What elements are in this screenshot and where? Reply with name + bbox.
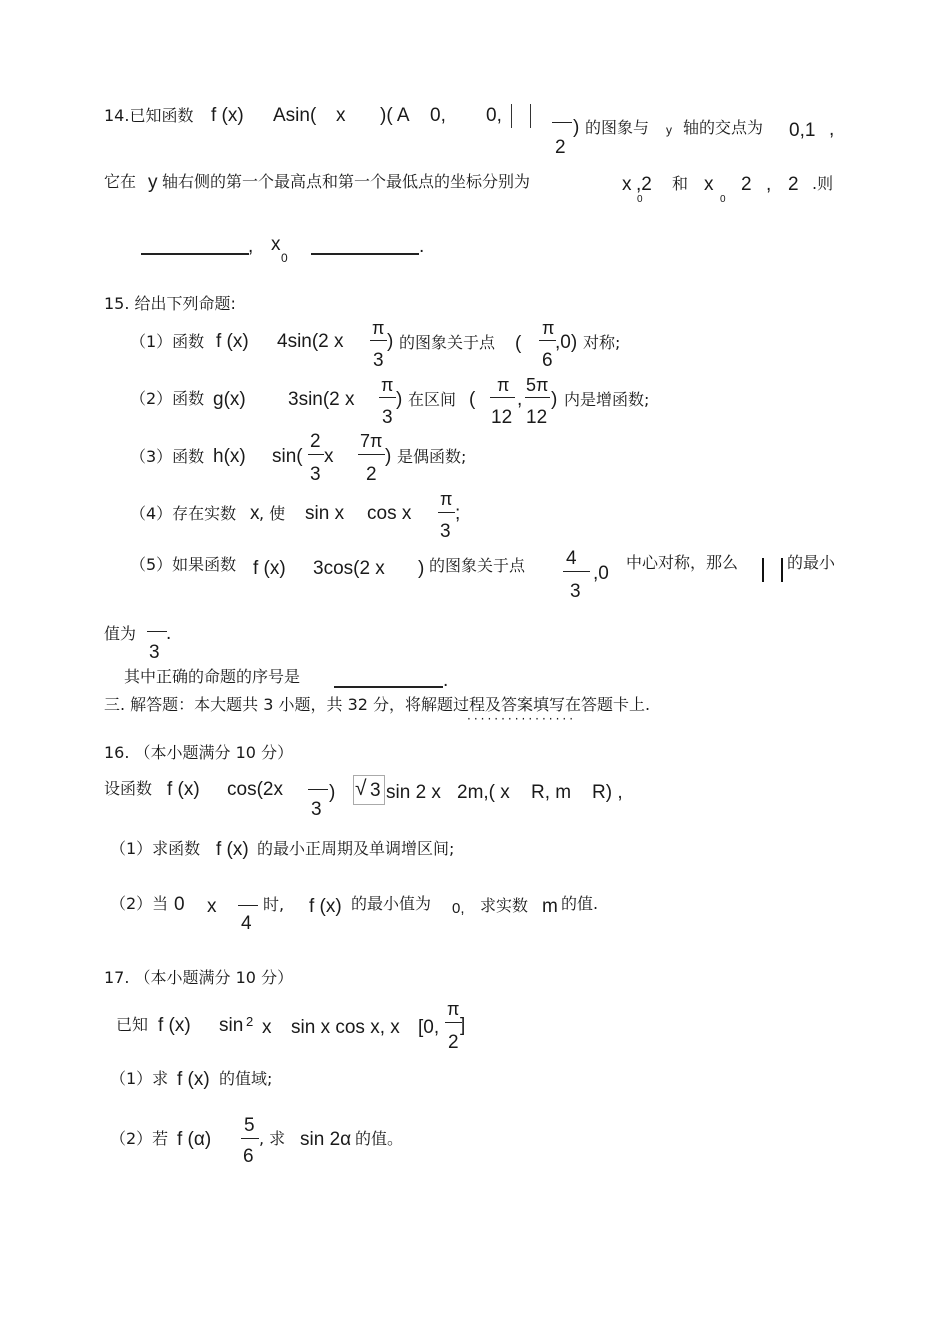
q15-2-text: 在区间 [408, 390, 457, 409]
q17-sup: 2 [246, 1014, 254, 1029]
q16-p2-f: f (x) [309, 896, 342, 917]
q15-1-label: （1）函数 [130, 332, 205, 351]
q17-p1-f: f (x) [177, 1069, 210, 1090]
q16-rest2: 2m,( x [457, 782, 510, 803]
q16-p2-x: x [207, 896, 217, 917]
q16-p2-m: m [542, 896, 558, 917]
q15-seq-label: 其中正确的命题的序号是 [124, 667, 301, 686]
q15-title: 15. 给出下列命题: [104, 294, 236, 313]
q16-p2-text4: 的值. [561, 894, 599, 913]
q15-1-frac-line [370, 340, 387, 341]
q14-abs-bar-right [530, 104, 531, 128]
q17-rest: sin x cos x, x [291, 1017, 400, 1038]
q15-5-expr: 3cos(2 x [313, 558, 385, 579]
q15-5-d: 3 [570, 581, 581, 602]
q14-number-lead: 14.已知函数 [104, 106, 194, 125]
q16-p2-frac-line [238, 905, 258, 906]
q14-paren: )( A [380, 105, 410, 126]
q17-x: x [262, 1017, 272, 1038]
q14-x0a: x [622, 174, 632, 195]
q15-tail-a: 值为 [104, 624, 137, 643]
q17-p2-frac-line [241, 1138, 259, 1139]
q16-p2-label: （2）当 [110, 894, 169, 913]
q15-5-label: （5）如果函数 [130, 555, 237, 574]
q14-asin: Asin( [273, 105, 317, 126]
q15-1-frac-line2 [539, 340, 556, 341]
q16-p2-den: 4 [241, 913, 252, 934]
q15-tail-period: . [166, 623, 172, 644]
q15-2-lp: ( [469, 389, 476, 410]
q17-bracket: [0, [418, 1017, 440, 1038]
q15-answer-blank[interactable] [334, 686, 443, 688]
q14-c2: ,2 [636, 174, 652, 195]
q17-p1-label: （1）求 [110, 1069, 169, 1088]
q17-p2-den: 6 [243, 1146, 254, 1167]
q15-3-label: （3）函数 [130, 447, 205, 466]
q15-3-expr: sin( [272, 446, 303, 467]
q15-2-d1: 12 [491, 407, 513, 428]
q15-4-end: ; [455, 503, 461, 524]
q15-2-den: 3 [382, 407, 393, 428]
q17-p2-label: （2）若 [110, 1129, 169, 1148]
radical-icon: √ [355, 777, 367, 800]
q16-p1-label: （1）求函数 [110, 839, 201, 858]
q15-3-end: 是偶函数; [397, 447, 467, 466]
q17-p1-text: 的值域; [219, 1069, 273, 1088]
q14-sub0a: 0 [637, 194, 643, 205]
q15-4-cos: cos x [367, 503, 412, 524]
q15-4-frac-line [438, 512, 455, 513]
q14-frac-line [552, 122, 572, 123]
q15-2-close2: ) [551, 389, 558, 410]
q15-5-frac-line [563, 571, 590, 572]
q17-f: f (x) [158, 1015, 191, 1036]
q17-close-bracket: ] [460, 1015, 466, 1036]
q15-5-n: 4 [566, 548, 577, 569]
q14-f: f (x) [211, 105, 244, 126]
q14-blank-1[interactable] [141, 253, 249, 255]
q15-2-d2: 12 [526, 407, 548, 428]
q15-3-frac-line2 [358, 454, 385, 455]
q16-p1-text: 的最小正周期及单调增区间; [257, 839, 455, 858]
q14-close: ) [573, 117, 580, 138]
q15-2-pi: π [381, 375, 394, 395]
q17-p2-text: , 求 [259, 1129, 286, 1148]
q16-frac-line [308, 789, 328, 790]
q16-close: ) [329, 782, 336, 803]
q14-abs-bar-left [511, 104, 512, 128]
q14-x0c: x [271, 234, 281, 255]
q14-comma: , [829, 119, 835, 140]
q15-2-label: （2）函数 [130, 389, 205, 408]
q14-and: 和 [672, 174, 689, 193]
q14-sub0c: 0 [281, 251, 288, 265]
q17-den: 2 [448, 1032, 459, 1053]
q16-lead: 设函数 [104, 779, 153, 798]
q15-3-d1: 3 [310, 464, 321, 485]
q14-text1: 的图象与 [585, 118, 650, 137]
q15-4-sin: sin x [305, 503, 345, 524]
q14-blank-2[interactable] [311, 253, 419, 255]
q15-1-den: 3 [373, 350, 384, 371]
q15-1-close: ) [387, 331, 394, 352]
q15-1-pi2: π [542, 318, 555, 338]
q15-seq-end: . [443, 670, 449, 691]
q16-den: 3 [311, 799, 322, 820]
q15-1-pi: π [372, 318, 385, 338]
q15-2-end: 内是增函数; [564, 390, 650, 409]
q14-line2-a: 它在 [104, 172, 137, 191]
q17-pi: π [447, 999, 460, 1019]
q14-comma2: , [766, 174, 772, 195]
q15-3-n2: 7π [360, 431, 383, 451]
q15-4-pi: π [440, 489, 453, 509]
q14-ze: .则 [812, 174, 834, 193]
section-3-emphasis-dots: ················ [467, 712, 577, 726]
q15-5-close: ) [418, 558, 425, 579]
q15-1-den2: 6 [542, 350, 553, 371]
q15-5-abs-left [762, 558, 764, 582]
q15-1-lp: ( [515, 333, 522, 354]
q15-3-close: ) [385, 446, 392, 467]
q17-lead: 已知 [116, 1015, 149, 1034]
q14-two3: 2 [788, 174, 799, 195]
q16-p1-f: f (x) [216, 839, 249, 860]
q17-title: 17. （本小题满分 10 分） [104, 968, 294, 987]
q16-p2-text2: 的最小值为 [351, 894, 432, 913]
q15-3-h: h(x) [213, 446, 246, 467]
q16-p2-text3: 求实数 [480, 896, 529, 915]
q15-1-text: 的图象关于点 [399, 333, 496, 352]
section-3-text: 三. 解答题：本大题共 3 小题，共 32 分，将解题过程及答案填写在答题卡上. [104, 695, 651, 714]
q16-p2-zero2: 0, [452, 900, 465, 917]
q14-zero1: 0, [430, 105, 446, 126]
q15-3-frac-line1 [308, 454, 324, 455]
q16-f: f (x) [167, 779, 200, 800]
q14-y: y [666, 123, 672, 137]
q15-2-comma: , [517, 389, 523, 410]
q15-1-expr: 4sin(2 x [277, 331, 344, 352]
q15-tail-den: 3 [149, 642, 160, 663]
q15-2-close: ) [396, 389, 403, 410]
q15-2-frac-line2 [525, 397, 550, 398]
q15-5-end: 的最小 [787, 553, 836, 572]
q16-rest: sin 2 x [386, 782, 441, 803]
q14-line2-b: 轴右侧的第一个最高点和第一个最低点的坐标分别为 [162, 172, 531, 191]
q15-2-g: g(x) [213, 389, 246, 410]
q15-1-end: 对称; [583, 333, 621, 352]
q16-p2-text: 时, [263, 895, 285, 914]
q14-line2-y: y [148, 172, 158, 193]
q15-5-tail: ,0 [593, 563, 609, 584]
q17-p2-f: f (α) [177, 1129, 212, 1150]
q15-5-text: 的图象关于点 [429, 556, 526, 575]
q15-2-expr: 3sin(2 x [288, 389, 355, 410]
q14-x0b: x [704, 174, 714, 195]
q17-sin: sin [219, 1015, 244, 1036]
q14-two2: 2 [741, 174, 752, 195]
q16-sqrt-radicand: 3 [370, 780, 381, 801]
q15-4-label: （4）存在实数 [130, 504, 237, 523]
q17-p2-num: 5 [244, 1115, 255, 1136]
q17-p2-sin: sin 2α [300, 1129, 352, 1150]
q15-3-x: x [324, 446, 334, 467]
q14-frac-den: 2 [555, 137, 566, 158]
q16-p2-zero: 0 [174, 894, 185, 915]
q15-5-text2: 中心对称，那么 [626, 553, 739, 572]
q14-zero2: 0, [486, 105, 502, 126]
q15-2-frac-line [379, 397, 396, 398]
q14-period: . [419, 236, 425, 257]
q15-4-den: 3 [440, 521, 451, 542]
q15-2-n1: π [497, 375, 510, 395]
q15-4-text: , 使 [259, 504, 286, 523]
q16-title: 16. （本小题满分 10 分） [104, 743, 294, 762]
q15-3-d2: 2 [366, 464, 377, 485]
q15-1-f: f (x) [216, 331, 249, 352]
q14-sub0b: 0 [720, 194, 726, 205]
q14-point: 0,1 [789, 120, 816, 141]
q15-5-f: f (x) [253, 558, 286, 579]
q14-blank-comma: , [248, 236, 254, 257]
q14-text2: 轴的交点为 [683, 118, 764, 137]
q15-5-abs-right [781, 558, 783, 582]
q15-tail-frac-line [147, 631, 167, 632]
q15-2-n2: 5π [526, 375, 549, 395]
q16-rest3: R, m [531, 782, 572, 803]
q15-4-x: x [250, 503, 260, 524]
q14-x: x [336, 105, 346, 126]
q17-p2-text2: 的值。 [355, 1129, 404, 1148]
q15-1-tail: ,0) [555, 332, 578, 353]
q16-rest4: R) , [592, 782, 623, 803]
q15-3-n1: 2 [310, 431, 321, 452]
q15-2-frac-line1 [490, 397, 515, 398]
q16-cos: cos(2x [227, 779, 283, 800]
